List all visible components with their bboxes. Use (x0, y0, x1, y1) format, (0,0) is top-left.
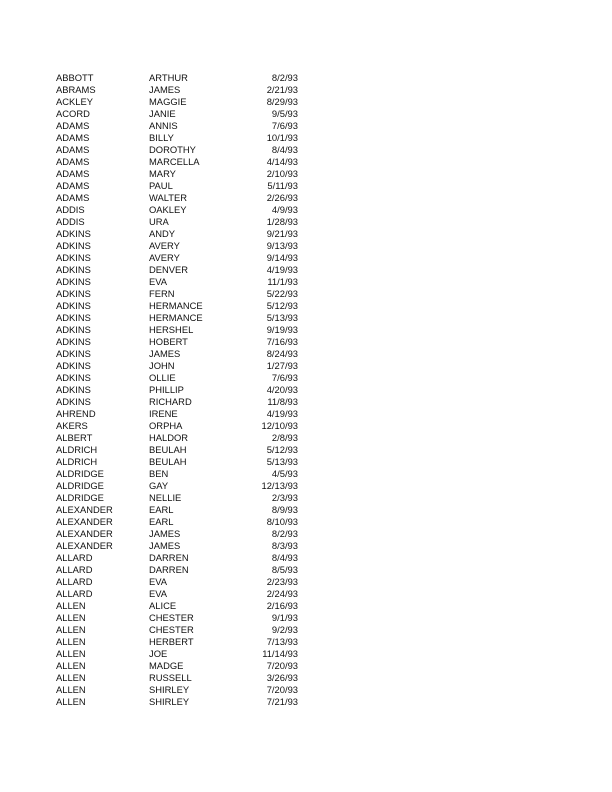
date-cell: 7/13/93 (266, 636, 298, 647)
first-name-cell: PHILLIP (149, 384, 184, 395)
table-row (56, 588, 298, 600)
table-row (56, 564, 298, 576)
first-name-cell: IRENE (149, 408, 178, 419)
first-name-cell: HERBERT (149, 636, 194, 647)
first-name-cell: BEULAH (149, 456, 187, 467)
first-name-cell: BILLY (149, 132, 174, 143)
date-cell: 10/1/93 (266, 132, 298, 143)
first-name-cell: ANDY (149, 228, 176, 239)
last-name-cell: ALLEN (56, 660, 86, 671)
table-row (56, 504, 298, 516)
last-name-cell: ADKINS (56, 396, 91, 407)
table-row (56, 624, 298, 636)
table-row (56, 348, 298, 360)
last-name-cell: ADKINS (56, 276, 91, 287)
first-name-cell: ARTHUR (149, 72, 188, 83)
first-name-cell: ALICE (149, 600, 177, 611)
last-name-cell: ADKINS (56, 252, 91, 263)
table-row (56, 396, 298, 408)
date-cell: 4/5/93 (271, 468, 298, 479)
last-name-cell: ADAMS (56, 168, 90, 179)
date-cell: 9/5/93 (271, 108, 298, 119)
table-row (56, 576, 298, 588)
date-cell: 7/6/93 (271, 120, 298, 131)
table-row (56, 480, 298, 492)
date-cell: 9/19/93 (266, 324, 298, 335)
table-row (56, 312, 298, 324)
table-row (56, 288, 298, 300)
last-name-cell: ALLARD (56, 588, 93, 599)
last-name-cell: ADDIS (56, 216, 85, 227)
last-name-cell: ADKINS (56, 264, 91, 275)
last-name-cell: ADAMS (56, 132, 90, 143)
date-cell: 2/26/93 (266, 192, 298, 203)
last-name-cell: ADKINS (56, 240, 91, 251)
table-row (56, 684, 298, 696)
date-cell: 8/10/93 (266, 516, 298, 527)
first-name-cell: JAMES (149, 348, 181, 359)
last-name-cell: ALLEN (56, 672, 86, 683)
last-name-cell: ADKINS (56, 360, 91, 371)
table-row (56, 660, 298, 672)
last-name-cell: ALLEN (56, 636, 86, 647)
last-name-cell: ALLEN (56, 696, 86, 707)
first-name-cell: RUSSELL (149, 672, 192, 683)
last-name-cell: ALLEN (56, 648, 86, 659)
date-cell: 5/12/93 (266, 300, 298, 311)
first-name-cell: AVERY (149, 252, 180, 263)
first-name-cell: JAMES (149, 84, 181, 95)
table-row (56, 552, 298, 564)
first-name-cell: ANNIS (149, 120, 178, 131)
table-row (56, 540, 298, 552)
records-table (56, 72, 298, 708)
table-row (56, 696, 298, 708)
first-name-cell: JOE (149, 648, 168, 659)
table-row (56, 132, 298, 144)
first-name-cell: DARREN (149, 552, 189, 563)
last-name-cell: ADKINS (56, 324, 91, 335)
table-row (56, 192, 298, 204)
first-name-cell: HALDOR (149, 432, 189, 443)
date-cell: 8/3/93 (271, 540, 298, 551)
first-name-cell: GAY (149, 480, 169, 491)
date-cell: 7/20/93 (266, 684, 298, 695)
table-row (56, 444, 298, 456)
table-row (56, 408, 298, 420)
date-cell: 3/26/93 (266, 672, 298, 683)
date-cell: 9/2/93 (271, 624, 298, 635)
first-name-cell: CHESTER (149, 624, 194, 635)
date-cell: 9/1/93 (271, 612, 298, 623)
first-name-cell: EVA (149, 576, 168, 587)
table-row (56, 120, 298, 132)
last-name-cell: ALLEN (56, 612, 86, 623)
last-name-cell: ALLARD (56, 552, 93, 563)
first-name-cell: MARY (149, 168, 176, 179)
first-name-cell: URA (149, 216, 169, 227)
last-name-cell: ALLEN (56, 624, 86, 635)
first-name-cell: JAMES (149, 528, 181, 539)
date-cell: 7/20/93 (266, 660, 298, 671)
first-name-cell: JAMES (149, 540, 181, 551)
last-name-cell: ALLEN (56, 600, 86, 611)
last-name-cell: ALDRICH (56, 456, 98, 467)
date-cell: 8/2/93 (271, 72, 298, 83)
first-name-cell: HERMANCE (149, 300, 203, 311)
table-row (56, 240, 298, 252)
date-cell: 4/20/93 (266, 384, 298, 395)
table-row (56, 372, 298, 384)
first-name-cell: EARL (149, 516, 174, 527)
first-name-cell: JANIE (149, 108, 176, 119)
table-row (56, 492, 298, 504)
date-cell: 1/27/93 (266, 360, 298, 371)
date-cell: 5/13/93 (266, 312, 298, 323)
last-name-cell: ADKINS (56, 372, 91, 383)
first-name-cell: ORPHA (149, 420, 183, 431)
first-name-cell: EVA (149, 588, 168, 599)
table-row (56, 456, 298, 468)
table-row (56, 600, 298, 612)
last-name-cell: ABBOTT (56, 72, 94, 83)
last-name-cell: ADKINS (56, 228, 91, 239)
last-name-cell: ALBERT (56, 432, 93, 443)
date-cell: 2/23/93 (266, 576, 298, 587)
last-name-cell: ALDRIDGE (56, 468, 104, 479)
first-name-cell: NELLIE (149, 492, 182, 503)
first-name-cell: DENVER (149, 264, 189, 275)
date-cell: 5/11/93 (267, 180, 298, 191)
table-row (56, 360, 298, 372)
table-row (56, 336, 298, 348)
date-cell: 5/12/93 (266, 444, 298, 455)
last-name-cell: ADKINS (56, 288, 91, 299)
last-name-cell: ACORD (56, 108, 90, 119)
table-row (56, 168, 298, 180)
date-cell: 11/8/93 (267, 396, 298, 407)
last-name-cell: ALDRICH (56, 444, 98, 455)
date-cell: 8/2/93 (271, 528, 298, 539)
first-name-cell: SHIRLEY (149, 684, 190, 695)
first-name-cell: BEULAH (149, 444, 187, 455)
date-cell: 8/5/93 (271, 564, 298, 575)
last-name-cell: ADKINS (56, 336, 91, 347)
table-row (56, 228, 298, 240)
table-row (56, 468, 298, 480)
first-name-cell: MAGGIE (149, 96, 187, 107)
last-name-cell: AKERS (56, 420, 88, 431)
date-cell: 2/21/93 (266, 84, 298, 95)
last-name-cell: ALLARD (56, 576, 93, 587)
table-row (56, 276, 298, 288)
date-cell: 8/29/93 (266, 96, 298, 107)
date-cell: 5/13/93 (266, 456, 298, 467)
first-name-cell: MADGE (149, 660, 184, 671)
last-name-cell: ALDRIDGE (56, 480, 104, 491)
last-name-cell: ALLARD (56, 564, 93, 575)
date-cell: 8/4/93 (271, 552, 298, 563)
date-cell: 12/10/93 (261, 420, 298, 431)
date-cell: 12/13/93 (261, 480, 298, 491)
date-cell: 7/21/93 (266, 696, 298, 707)
date-cell: 9/21/93 (266, 228, 298, 239)
date-cell: 9/13/93 (266, 240, 298, 251)
last-name-cell: AHREND (56, 408, 96, 419)
table-row (56, 180, 298, 192)
date-cell: 4/19/93 (266, 408, 298, 419)
date-cell: 2/10/93 (266, 168, 298, 179)
table-row (56, 528, 298, 540)
date-cell: 9/14/93 (266, 252, 298, 263)
date-cell: 8/9/93 (271, 504, 298, 515)
table-row (56, 72, 298, 84)
first-name-cell: FERN (149, 288, 175, 299)
table-row (56, 384, 298, 396)
first-name-cell: WALTER (149, 192, 188, 203)
first-name-cell: AVERY (149, 240, 180, 251)
last-name-cell: ABRAMS (56, 84, 96, 95)
first-name-cell: HOBERT (149, 336, 188, 347)
first-name-cell: EVA (149, 276, 168, 287)
last-name-cell: ALLEN (56, 684, 86, 695)
table-row (56, 636, 298, 648)
table-row (56, 216, 298, 228)
last-name-cell: ADAMS (56, 180, 90, 191)
last-name-cell: ADAMS (56, 120, 90, 131)
last-name-cell: ADKINS (56, 300, 91, 311)
first-name-cell: OLLIE (149, 372, 176, 383)
first-name-cell: HERMANCE (149, 312, 203, 323)
last-name-cell: ADAMS (56, 156, 90, 167)
table-row (56, 324, 298, 336)
first-name-cell: PAUL (149, 180, 173, 191)
first-name-cell: DOROTHY (149, 144, 196, 155)
table-row (56, 672, 298, 684)
last-name-cell: ALDRIDGE (56, 492, 104, 503)
date-cell: 2/3/93 (271, 492, 298, 503)
last-name-cell: ADAMS (56, 144, 90, 155)
table-row (56, 516, 298, 528)
date-cell: 8/24/93 (266, 348, 298, 359)
table-row (56, 96, 298, 108)
first-name-cell: DARREN (149, 564, 189, 575)
date-cell: 4/14/93 (266, 156, 298, 167)
table-row (56, 648, 298, 660)
table-row (56, 432, 298, 444)
last-name-cell: ALEXANDER (56, 528, 113, 539)
first-name-cell: RICHARD (149, 396, 192, 407)
table-row (56, 612, 298, 624)
last-name-cell: ALEXANDER (56, 516, 113, 527)
date-cell: 1/28/93 (266, 216, 298, 227)
date-cell: 2/16/93 (266, 600, 298, 611)
date-cell: 8/4/93 (271, 144, 298, 155)
last-name-cell: ACKLEY (56, 96, 93, 107)
last-name-cell: ADKINS (56, 384, 91, 395)
first-name-cell: JOHN (149, 360, 175, 371)
table-row (56, 144, 298, 156)
table-row (56, 204, 298, 216)
first-name-cell: HERSHEL (149, 324, 194, 335)
table-row (56, 84, 298, 96)
last-name-cell: ADAMS (56, 192, 90, 203)
table-row (56, 264, 298, 276)
first-name-cell: MARCELLA (149, 156, 200, 167)
table-row (56, 300, 298, 312)
last-name-cell: ALEXANDER (56, 504, 113, 515)
last-name-cell: ALEXANDER (56, 540, 113, 551)
table-row (56, 156, 298, 168)
date-cell: 4/19/93 (266, 264, 298, 275)
table-row (56, 420, 298, 432)
last-name-cell: ADDIS (56, 204, 85, 215)
date-cell: 7/6/93 (271, 372, 298, 383)
date-cell: 11/14/93 (262, 648, 298, 659)
first-name-cell: OAKLEY (149, 204, 187, 215)
date-cell: 11/1/93 (267, 276, 298, 287)
table-row (56, 252, 298, 264)
date-cell: 2/8/93 (271, 432, 298, 443)
table-row (56, 108, 298, 120)
first-name-cell: BEN (149, 468, 169, 479)
first-name-cell: EARL (149, 504, 174, 515)
last-name-cell: ADKINS (56, 348, 91, 359)
date-cell: 2/24/93 (266, 588, 298, 599)
date-cell: 7/16/93 (266, 336, 298, 347)
date-cell: 4/9/93 (271, 204, 298, 215)
first-name-cell: CHESTER (149, 612, 194, 623)
first-name-cell: SHIRLEY (149, 696, 190, 707)
last-name-cell: ADKINS (56, 312, 91, 323)
date-cell: 5/22/93 (266, 288, 298, 299)
